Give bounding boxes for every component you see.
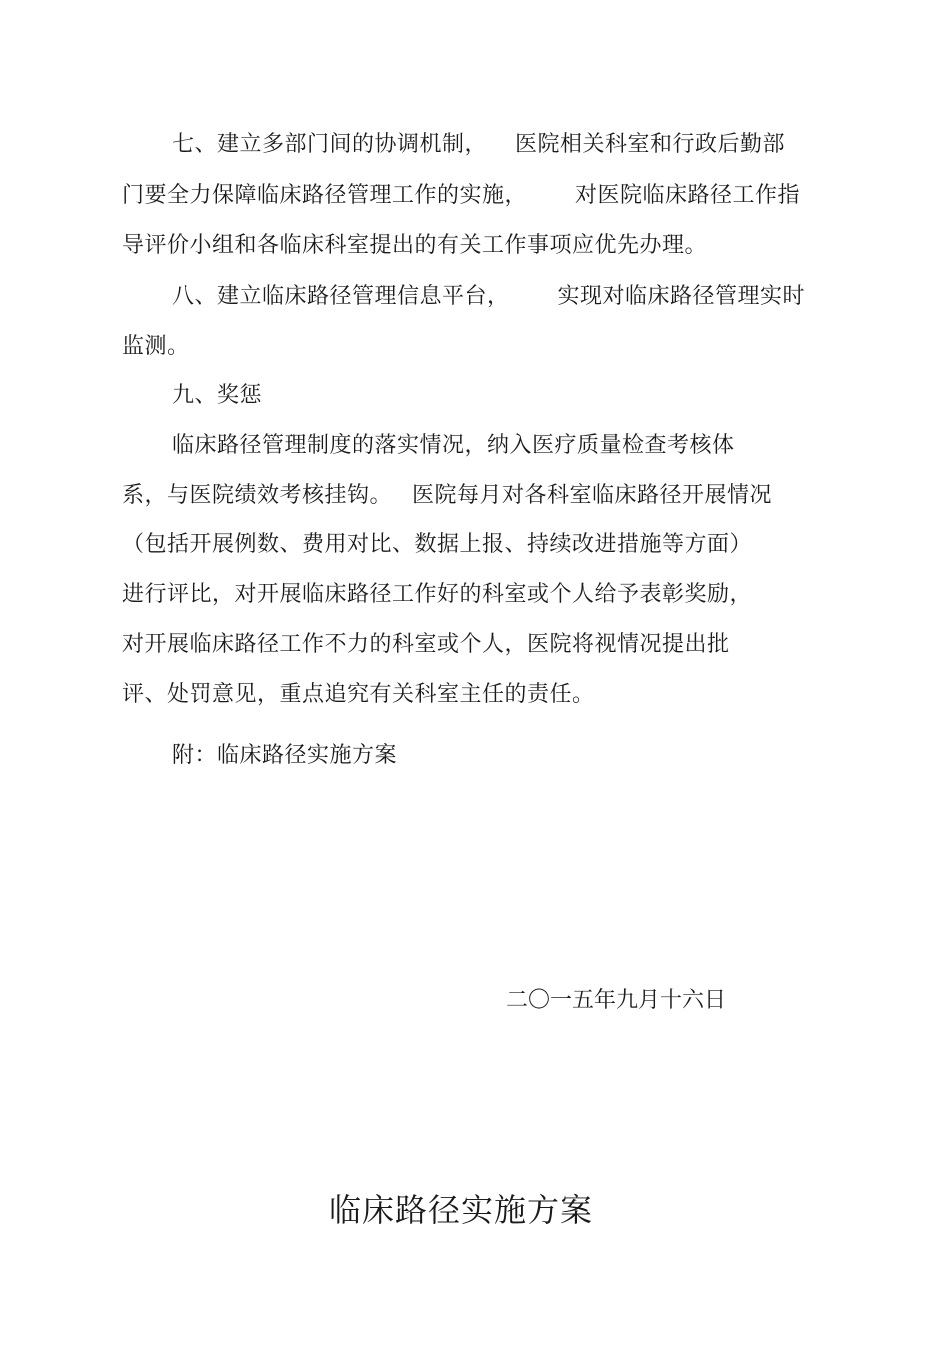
section-9-line-6: 评、处罚意见，重点追究有关科室主任的责任。 [122, 682, 595, 707]
section-9-heading: 九、奖惩 [172, 383, 263, 408]
document-title: 临床路径实施方案 [328, 1191, 593, 1229]
section-9-line-2 [122, 481, 772, 511]
section-9-line-3: （包括开展例数、费用对比、数据上报、持续改进措施等方面） [122, 532, 753, 557]
paragraph-7-line-2 [122, 181, 800, 211]
paragraph-8-line-1-part-b: 实现对临床路径管理实时 [557, 284, 806, 309]
document-date: 二〇一五年九月十六日 [506, 988, 727, 1013]
paragraph-8-line-2: 监测。 [122, 334, 190, 359]
section-9-line-2-part-a: 系，与医院绩效考核挂钩。 [122, 483, 393, 508]
attachment-note: 附：临床路径实施方案 [172, 743, 398, 768]
paragraph-7-line-2-part-b: 对医院临床路径工作指 [575, 183, 801, 208]
paragraph-7-line-1-part-b: 医院相关科室和行政后勤部 [515, 132, 786, 157]
section-9-line-4: 进行评比，对开展临床路径工作好的科室或个人给予表彰奖励， [122, 582, 753, 607]
paragraph-8-line-1 [172, 282, 805, 312]
paragraph-7-line-1-part-a: 七、建立多部门间的协调机制， [172, 132, 488, 157]
paragraph-7-line-1 [172, 130, 785, 160]
section-9-line-1: 临床路径管理制度的落实情况，纳入医疗质量检查考核体 [172, 433, 735, 458]
paragraph-7-line-2-part-a: 门要全力保障临床路径管理工作的实施， [122, 183, 528, 208]
section-9-line-5: 对开展临床路径工作不力的科室或个人，医院将视情况提出批 [122, 632, 730, 657]
paragraph-8-line-1-part-a: 八、建立临床路径管理信息平台， [172, 284, 510, 309]
section-9-line-2-part-b: 医院每月对各科室临床路径开展情况 [412, 483, 773, 508]
paragraph-7-line-3: 导评价小组和各临床科室提出的有关工作事项应优先办理。 [122, 233, 708, 258]
